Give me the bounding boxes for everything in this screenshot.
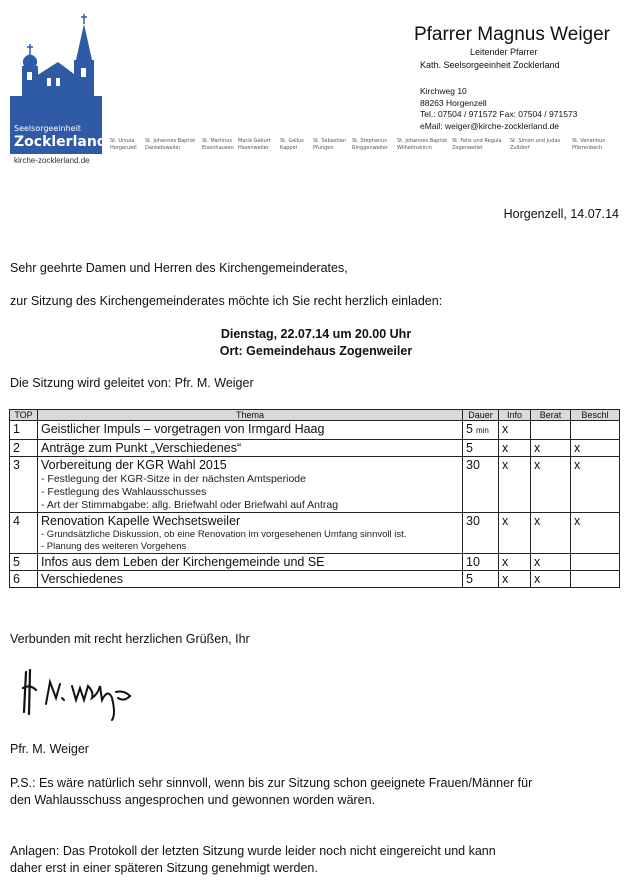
website-link[interactable]: kirche-zocklerland.de	[14, 156, 90, 165]
agenda-info: x	[499, 554, 531, 571]
agenda-berat: x	[531, 440, 571, 457]
parish-entry	[110, 138, 137, 152]
attachments-line-1: Anlagen: Das Protokoll der letzten Sitzung wurde leider noch nicht eingereicht und kann	[10, 844, 496, 858]
parish-town: Hasenweiler	[238, 145, 269, 151]
agenda-berat: x	[531, 457, 571, 513]
agenda-beschl	[571, 554, 620, 571]
parish-town: Pfungen	[313, 145, 334, 151]
agenda-duration	[463, 457, 499, 513]
parish-entry	[572, 138, 605, 152]
meeting-location: Ort: Gemeindehaus Zogenweiler	[219, 344, 413, 358]
parish-town: Kappel	[280, 145, 298, 151]
parish-name: St. Sebastian	[313, 138, 346, 144]
date-line: Horgenzell, 14.07.14	[503, 207, 619, 221]
agenda-row	[10, 457, 620, 513]
parish-name: St. Gallus	[280, 138, 304, 144]
parish-entry	[280, 138, 304, 152]
agenda-header-row	[10, 410, 620, 421]
address-email[interactable]: eMail: weiger@kirche-zocklerland.de	[420, 121, 560, 131]
logo-line1: Seelsorgeeinheit	[14, 124, 81, 133]
agenda-duration	[463, 513, 499, 554]
header-info: Info	[499, 410, 531, 421]
parish-town: Zogenweiler	[452, 145, 483, 151]
agenda-topic-title: Vorbereitung der KGR Wahl 2015	[41, 458, 227, 472]
attachments-line-2: daher erst in einer späteren Sitzung genehmigt werden.	[10, 861, 318, 875]
parish-entry	[238, 138, 271, 152]
agenda-topic	[38, 440, 463, 457]
agenda-info: x	[499, 421, 531, 440]
header-top: TOP	[10, 410, 38, 421]
agenda-topic	[38, 571, 463, 588]
parish-entry	[202, 138, 234, 152]
header-dauer: Dauer	[463, 410, 499, 421]
agenda-subpoint: - Art der Stimmabgabe: allg. Briefwahl oder Briefwahl auf Antrag	[41, 499, 339, 511]
agenda-topic	[38, 457, 463, 513]
letterhead-name: Pfarrer Magnus Weiger	[413, 24, 610, 45]
parish-town: Horgenzell	[110, 145, 137, 151]
invitation-text: zur Sitzung des Kirchengemeinderates möchte ich Sie recht herzlich einladen:	[10, 294, 443, 308]
agenda-topic	[38, 513, 463, 554]
meeting-date: Dienstag, 22.07.14 um 20.00 Uhr	[220, 327, 412, 341]
agenda-top: 4	[10, 513, 38, 554]
agenda-topic-title: Infos aus dem Leben der Kirchengemeinde und SE	[41, 555, 325, 569]
parish-logo	[10, 14, 107, 154]
address-phone: Tel.: 07504 / 971572 Fax: 07504 / 971573	[420, 109, 578, 119]
agenda-table	[9, 409, 620, 588]
parish-entry	[313, 138, 346, 152]
ps-line-1: P.S.: Es wäre natürlich sehr sinnvoll, wenn bis zur Sitzung schon geeignete Frauen/Männer für	[10, 776, 533, 790]
parish-name: St. Johannes Baptist	[145, 138, 196, 144]
duration-value: 5	[466, 441, 473, 455]
duration-value: 10	[466, 555, 480, 569]
parish-entry	[352, 138, 388, 152]
agenda-beschl	[571, 421, 620, 440]
parish-name: St. Ursula	[110, 138, 135, 144]
salutation: Sehr geehrte Damen und Herren des Kirchengemeinderates,	[10, 261, 348, 275]
parish-entry	[397, 138, 447, 152]
agenda-top: 1	[10, 421, 38, 440]
agenda-beschl: x	[571, 513, 620, 554]
address-city: 88263 Horgenzell	[420, 98, 487, 108]
parish-town: Ringgenweiler	[352, 145, 388, 151]
agenda-top: 2	[10, 440, 38, 457]
agenda-topic-title: Verschiedenes	[41, 572, 124, 586]
header-berat: Berat	[531, 410, 571, 421]
agenda-berat: x	[531, 554, 571, 571]
agenda-row	[10, 440, 620, 457]
duration-value: 5	[466, 572, 473, 586]
header-thema: Thema	[38, 410, 463, 421]
letterhead-unit: Kath. Seelsorgeeinheit Zocklerland	[420, 60, 560, 70]
agenda-topic-title: Geistlicher Impuls – vorgetragen von Irmgard Haag	[41, 422, 325, 436]
parish-name: St. Stephanus	[352, 138, 387, 144]
logo-line2: Zocklerland	[14, 134, 107, 150]
agenda-duration	[463, 571, 499, 588]
agenda-beschl	[571, 571, 620, 588]
agenda-beschl: x	[571, 440, 620, 457]
letterhead-role: Leitender Pfarrer	[470, 47, 538, 57]
agenda-beschl: x	[571, 457, 620, 513]
agenda-subpoint: - Festlegung der KGR-Sitze in der nächsten Amtsperiode	[41, 473, 306, 485]
address-street: Kirchweg 10	[420, 86, 467, 96]
agenda-topic	[38, 421, 463, 440]
agenda-top: 5	[10, 554, 38, 571]
parish-name: Mariä Geburt	[238, 138, 271, 144]
agenda-row	[10, 513, 620, 554]
church-icon	[10, 14, 102, 124]
agenda-row	[10, 554, 620, 571]
agenda-berat: x	[531, 571, 571, 588]
duration-value: 5	[466, 422, 473, 436]
agenda-topic	[38, 554, 463, 571]
ps-line-2: den Wahlausschuss angesprochen und gewonnen worden wären.	[10, 793, 376, 807]
parish-town: Wilhelmskirch	[397, 145, 432, 151]
parish-name: St. Martinus	[202, 138, 233, 144]
closing-line: Verbunden mit recht herzlichen Grüßen, Ihr	[10, 632, 250, 646]
agenda-berat: x	[531, 513, 571, 554]
agenda-duration	[463, 554, 499, 571]
parish-entry	[145, 138, 195, 152]
parish-town: Danketsweiler	[145, 145, 181, 151]
agenda-row	[10, 421, 620, 440]
agenda-subpoint: - Grundsätzliche Diskussion, ob eine Renovation im vorgesehenen Umfang sinnvoll ist.	[41, 529, 407, 540]
agenda-top: 3	[10, 457, 38, 513]
parish-name: St. Johannes Baptist	[397, 138, 448, 144]
parish-name: St. Venantius	[572, 138, 605, 144]
parish-town: Zußdorf	[510, 145, 530, 151]
handwritten-signature	[20, 664, 150, 724]
parish-entry	[452, 138, 502, 152]
agenda-topic-title: Anträge zum Punkt „Verschiedenes“	[41, 441, 242, 455]
agenda-info: x	[499, 457, 531, 513]
agenda-topic-title: Renovation Kapelle Wechsetsweiler	[41, 514, 241, 528]
agenda-berat	[531, 421, 571, 440]
duration-value: 30	[466, 458, 480, 472]
agenda-row	[10, 571, 620, 588]
agenda-info: x	[499, 440, 531, 457]
agenda-subpoint: - Festlegung des Wahlausschusses	[41, 486, 207, 498]
parish-town: Eisenhausen	[202, 145, 234, 151]
signature-name: Pfr. M. Weiger	[10, 742, 89, 756]
agenda-info: x	[499, 571, 531, 588]
duration-unit: min	[475, 426, 489, 435]
header-beschl: Beschl	[571, 410, 620, 421]
parish-town: Pfärrenbach	[572, 145, 603, 151]
agenda-duration	[463, 440, 499, 457]
parish-name: St. Felix und Regula	[452, 138, 502, 144]
chair-line: Die Sitzung wird geleitet von: Pfr. M. Weiger	[10, 376, 254, 390]
duration-value: 30	[466, 514, 480, 528]
parish-name: St. Simon und Judas	[510, 138, 561, 144]
agenda-subpoint: - Planung des weiteren Vorgehens	[41, 541, 187, 552]
parish-entry	[510, 138, 560, 152]
agenda-info: x	[499, 513, 531, 554]
agenda-top: 6	[10, 571, 38, 588]
agenda-duration	[463, 421, 499, 440]
